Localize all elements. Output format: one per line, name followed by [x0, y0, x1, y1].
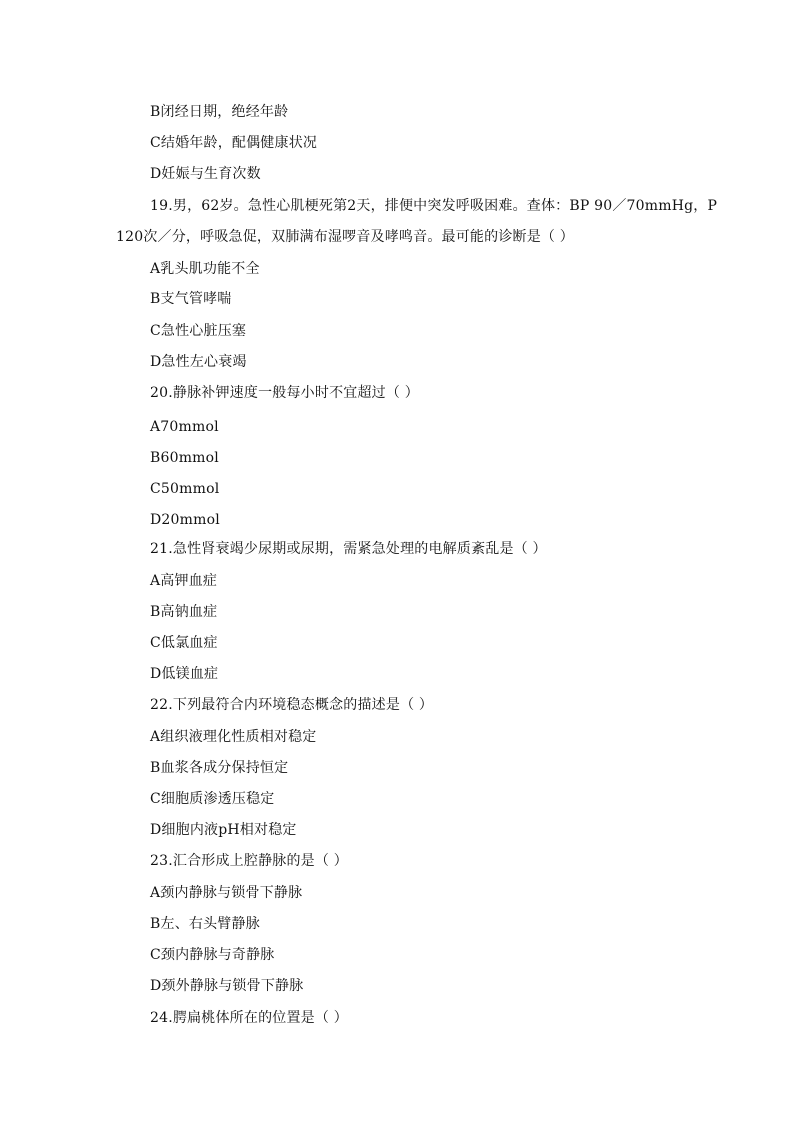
- option-a: A颈内静脉与锁骨下静脉: [150, 885, 303, 901]
- option-c: C低氯血症: [150, 635, 218, 651]
- option-b: B60mmol: [150, 450, 219, 466]
- question-19: 19.男，62岁。急性心肌梗死第2天，排便中突发呼吸困难。查体：BP 90／70mmHg，P: [150, 198, 718, 214]
- option-b: B支气管哮喘: [150, 291, 232, 307]
- question-20: 20.静脉补钾速度一般每小时不宜超过（ ）: [150, 385, 419, 401]
- option-b: B闭经日期，绝经年龄: [150, 104, 289, 120]
- option-a: A高钾血症: [150, 573, 218, 589]
- option-a: A乳头肌功能不全: [150, 261, 260, 277]
- question-19-continued: 120次／分，呼吸急促，双肺满布湿啰音及哮鸣音。最可能的诊断是（ ）: [116, 229, 574, 245]
- option-a: A组织液理化性质相对稳定: [150, 729, 317, 745]
- question-23: 23.汇合形成上腔静脉的是（ ）: [150, 853, 348, 869]
- option-d: D低镁血症: [150, 666, 219, 682]
- question-24: 24.腭扁桃体所在的位置是（ ）: [150, 1010, 348, 1026]
- option-c: C细胞质渗透压稳定: [150, 791, 275, 807]
- option-d: D妊娠与生育次数: [150, 166, 261, 182]
- option-b: B高钠血症: [150, 604, 218, 620]
- option-b: B血浆各成分保持恒定: [150, 760, 289, 776]
- option-c: C结婚年龄，配偶健康状况: [150, 135, 318, 151]
- question-21: 21.急性肾衰竭少尿期或尿期，需紧急处理的电解质紊乱是（ ）: [150, 541, 547, 557]
- question-22: 22.下列最符合内环境稳态概念的描述是（ ）: [150, 697, 434, 713]
- option-d: D颈外静脉与锁骨下静脉: [150, 978, 304, 994]
- option-c: C50mmol: [150, 481, 220, 497]
- option-b: B左、右头臂静脉: [150, 916, 260, 932]
- option-d: D20mmol: [150, 512, 220, 528]
- option-a: A70mmol: [150, 419, 219, 435]
- option-c: C急性心脏压塞: [150, 323, 247, 339]
- option-c: C颈内静脉与奇静脉: [150, 947, 275, 963]
- option-d: D细胞内液pH相对稳定: [150, 822, 297, 838]
- option-d: D急性左心衰竭: [150, 354, 247, 370]
